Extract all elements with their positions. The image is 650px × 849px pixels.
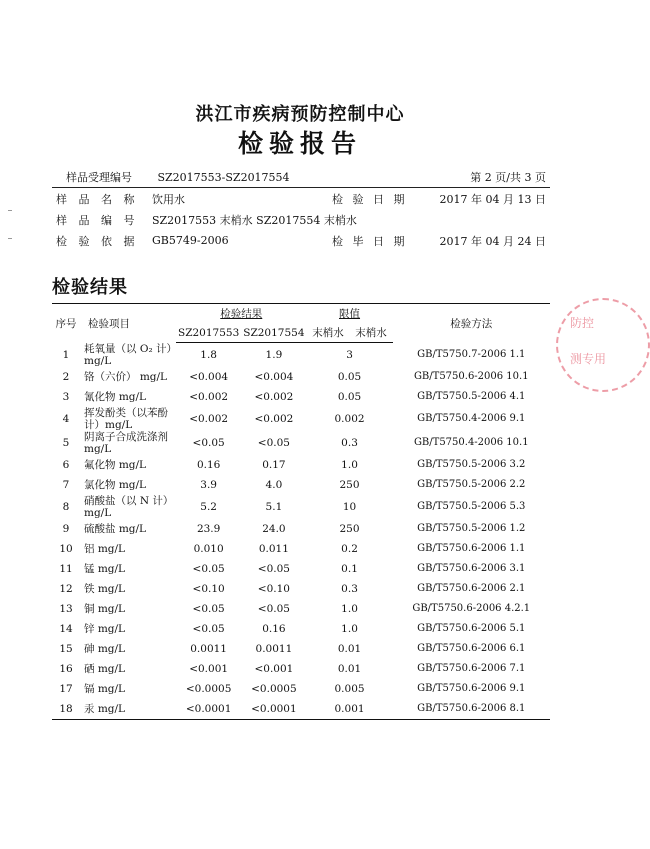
table-row — [52, 495, 550, 519]
test-method: GB/T5750.6-2006 1.1 — [417, 543, 526, 554]
limit-value: 1.0 — [341, 622, 358, 635]
result-sample-2: 24.0 — [262, 522, 286, 535]
limit-value: 1.0 — [341, 602, 358, 615]
table-row — [52, 599, 550, 619]
table-row — [52, 539, 550, 559]
result-sample-1: 0.010 — [193, 542, 224, 555]
row-number: 16 — [59, 662, 73, 675]
test-item: 硒 mg/L — [84, 662, 126, 675]
limit-value: 0.2 — [341, 542, 358, 555]
test-item: 耗氧量（以 O₂ 计）mg/L — [84, 342, 172, 367]
sample-name-value: 饮用水 — [148, 188, 328, 210]
row-number: 11 — [59, 562, 73, 575]
result-sample-2: 5.1 — [265, 500, 283, 513]
test-method: GB/T5750.6-2006 2.1 — [417, 583, 526, 594]
result-sample-1: 5.2 — [200, 500, 217, 513]
limit-value: 0.01 — [337, 662, 362, 675]
test-method: GB/T5750.4-2006 9.1 — [417, 413, 526, 424]
result-sample-1: <0.0005 — [185, 682, 232, 695]
limit-value: 1.0 — [341, 458, 358, 471]
limit-value: 0.05 — [337, 390, 362, 403]
header-no: 序号 — [52, 304, 80, 343]
sample-code-label: 样 品 编 号 — [56, 213, 139, 227]
table-row — [52, 431, 550, 455]
table-row — [52, 519, 550, 539]
limit-value: 0.002 — [334, 412, 365, 425]
limit-value: 0.01 — [337, 642, 362, 655]
sample-name-label: 样 品 名 称 — [52, 188, 148, 210]
row-number: 1 — [62, 348, 70, 361]
result-sample-1: <0.002 — [189, 390, 229, 403]
row-number: 14 — [59, 622, 73, 635]
test-item: 铝 mg/L — [84, 542, 126, 555]
row-number: 7 — [62, 478, 70, 491]
result-sample-1: <0.05 — [192, 622, 225, 635]
limit-value: 250 — [339, 478, 360, 491]
result-sample-2: 0.16 — [262, 622, 286, 635]
table-row — [52, 387, 550, 407]
test-item: 镉 mg/L — [84, 682, 126, 695]
limit-value: 3 — [346, 348, 353, 361]
row-number: 6 — [62, 458, 70, 471]
test-method: GB/T5750.6-2006 7.1 — [417, 663, 526, 674]
row-number: 9 — [62, 522, 70, 535]
test-method: GB/T5750.6-2006 10.1 — [413, 371, 529, 382]
table-row — [52, 659, 550, 679]
header-method: 检验方法 — [393, 304, 550, 343]
test-item: 硫酸盐 mg/L — [84, 522, 147, 535]
test-date-value: 2017 年 04 月 13 日 — [416, 188, 550, 210]
test-item: 铁 mg/L — [84, 582, 126, 595]
result-sample-1: <0.05 — [192, 602, 225, 615]
result-sample-1: <0.004 — [189, 370, 229, 383]
finish-date-value: 2017 年 04 月 24 日 — [439, 234, 546, 248]
test-item: 汞 mg/L — [80, 699, 176, 720]
result-sample-2: 0.17 — [262, 458, 286, 471]
result-sample-1: <0.002 — [189, 412, 229, 425]
header-limit-2: 末梢水 — [350, 323, 393, 343]
result-sample-1: <0.05 — [192, 562, 225, 575]
test-date-label: 检 验 日 期 — [328, 188, 416, 210]
result-sample-2: <0.002 — [254, 412, 294, 425]
result-sample-2: <0.004 — [254, 370, 294, 383]
row-number: 15 — [59, 642, 73, 655]
result-sample-1: 23.9 — [196, 522, 221, 535]
test-method: GB/T5750.5-2006 4.1 — [417, 391, 526, 402]
test-method: GB/T5750.6-2006 8.1 — [393, 699, 550, 720]
result-sample-1: <0.0001 — [176, 699, 241, 720]
result-sample-1: 0.0011 — [190, 642, 227, 655]
table-row — [52, 343, 550, 367]
organization-name: 洪江市疾病预防控制中心 — [195, 104, 405, 125]
test-method: GB/T5750.5-2006 2.2 — [417, 479, 526, 490]
row-number: 18 — [52, 699, 80, 720]
header-sample-2: SZ2017554 — [241, 323, 306, 343]
results-body — [52, 343, 550, 720]
result-sample-2: <0.05 — [257, 436, 290, 449]
test-method: GB/T5750.5-2006 5.3 — [417, 501, 526, 512]
result-sample-2: <0.002 — [254, 390, 294, 403]
result-sample-1: <0.05 — [192, 436, 225, 449]
row-number: 4 — [62, 412, 70, 425]
limit-value: 10 — [342, 500, 357, 513]
receipt-value: SZ2017553-SZ2017554 — [157, 170, 290, 184]
test-method: GB/T5750.6-2006 5.1 — [417, 623, 526, 634]
table-row — [52, 367, 550, 387]
table-row — [52, 699, 550, 720]
result-sample-2: 1.9 — [265, 348, 283, 361]
table-row — [52, 475, 550, 495]
row-number: 3 — [62, 390, 70, 403]
limit-value: 0.05 — [337, 370, 362, 383]
limit-value: 0.005 — [334, 682, 365, 695]
seal-text-2: 测专用 — [570, 352, 607, 366]
test-method: GB/T5750.4-2006 10.1 — [413, 437, 529, 448]
official-seal — [556, 298, 650, 392]
test-method: GB/T5750.5-2006 1.2 — [417, 523, 526, 534]
test-method: GB/T5750.6-2006 3.1 — [417, 563, 526, 574]
result-sample-1: <0.001 — [189, 662, 229, 675]
table-row — [52, 455, 550, 475]
receipt-number — [52, 166, 328, 188]
test-item: 阴离子合成洗涤剂 mg/L — [84, 430, 168, 455]
test-item: 锌 mg/L — [84, 622, 126, 635]
result-sample-2: 0.0011 — [255, 642, 293, 655]
result-sample-2: <0.0005 — [251, 682, 297, 695]
result-sample-1: 1.8 — [200, 348, 217, 361]
test-item: 锰 mg/L — [84, 562, 126, 575]
table-row — [52, 679, 550, 699]
test-item: 铬（六价） mg/L — [84, 370, 168, 383]
result-sample-2: 4.0 — [265, 478, 283, 491]
report-meta-table — [52, 166, 550, 251]
finish-date-label: 检 毕 日 期 — [332, 234, 408, 248]
row-number: 10 — [59, 542, 73, 555]
test-item: 氯化物 mg/L — [84, 478, 147, 491]
header-limit-1: 末梢水 — [307, 323, 350, 343]
row-number: 13 — [59, 602, 73, 615]
row-number: 12 — [59, 582, 73, 595]
row-number: 8 — [62, 500, 70, 513]
test-method: GB/T5750.6-2006 9.1 — [417, 683, 526, 694]
test-method: GB/T5750.6-2006 4.2.1 — [412, 603, 531, 614]
row-number: 5 — [62, 436, 70, 449]
receipt-label: 样品受理编号 — [66, 170, 132, 184]
result-sample-2: <0.001 — [254, 662, 294, 675]
section-title: 检验结果 — [52, 277, 128, 298]
test-item: 挥发酚类（以苯酚计）mg/L — [84, 406, 168, 431]
result-sample-2: <0.05 — [257, 562, 290, 575]
result-sample-1: <0.10 — [192, 582, 225, 595]
test-item: 氰化物 mg/L — [84, 390, 147, 403]
table-row — [52, 407, 550, 431]
test-item: 砷 mg/L — [84, 642, 126, 655]
header-item: 检验项目 — [80, 304, 176, 343]
test-item: 铜 mg/L — [84, 602, 126, 615]
result-sample-2: <0.10 — [257, 582, 290, 595]
header-limit: 限值 — [307, 304, 393, 324]
result-sample-2: <0.05 — [257, 602, 290, 615]
result-sample-2: 0.011 — [258, 542, 289, 555]
table-row — [52, 559, 550, 579]
row-number: 17 — [59, 682, 73, 695]
result-sample-1: 3.9 — [200, 478, 217, 491]
limit-value: 250 — [339, 522, 360, 535]
test-item: 氟化物 mg/L — [84, 458, 147, 471]
table-row — [52, 619, 550, 639]
test-basis-value: GB5749-2006 — [152, 234, 229, 247]
header-result: 检验结果 — [176, 304, 307, 324]
test-method: GB/T5750.7-2006 1.1 — [417, 349, 526, 360]
results-table — [52, 303, 550, 720]
scan-mark — [8, 238, 12, 239]
header-sample-1: SZ2017553 — [176, 323, 241, 343]
table-row — [52, 579, 550, 599]
limit-value: 0.3 — [341, 436, 358, 449]
report-title: 检验报告 — [237, 129, 362, 158]
test-method: GB/T5750.5-2006 3.2 — [417, 459, 526, 470]
limit-value: 0.1 — [341, 562, 358, 575]
result-sample-2: <0.0001 — [241, 699, 306, 720]
test-item: 硝酸盐（以 N 计）mg/L — [84, 494, 174, 519]
limit-value: 0.001 — [307, 699, 393, 720]
seal-text-1: 防控 — [570, 316, 595, 330]
scan-mark — [8, 210, 12, 211]
test-basis-label: 检 验 依 据 — [56, 234, 139, 248]
result-sample-1: 0.16 — [196, 458, 221, 471]
limit-value: 0.3 — [341, 582, 358, 595]
table-row — [52, 639, 550, 659]
test-method: GB/T5750.6-2006 6.1 — [417, 643, 526, 654]
row-number: 2 — [62, 370, 70, 383]
sample-code-value: SZ2017553 末梢水 SZ2017554 末梢水 — [152, 213, 357, 227]
page-info: 第 2 页/共 3 页 — [470, 170, 546, 184]
